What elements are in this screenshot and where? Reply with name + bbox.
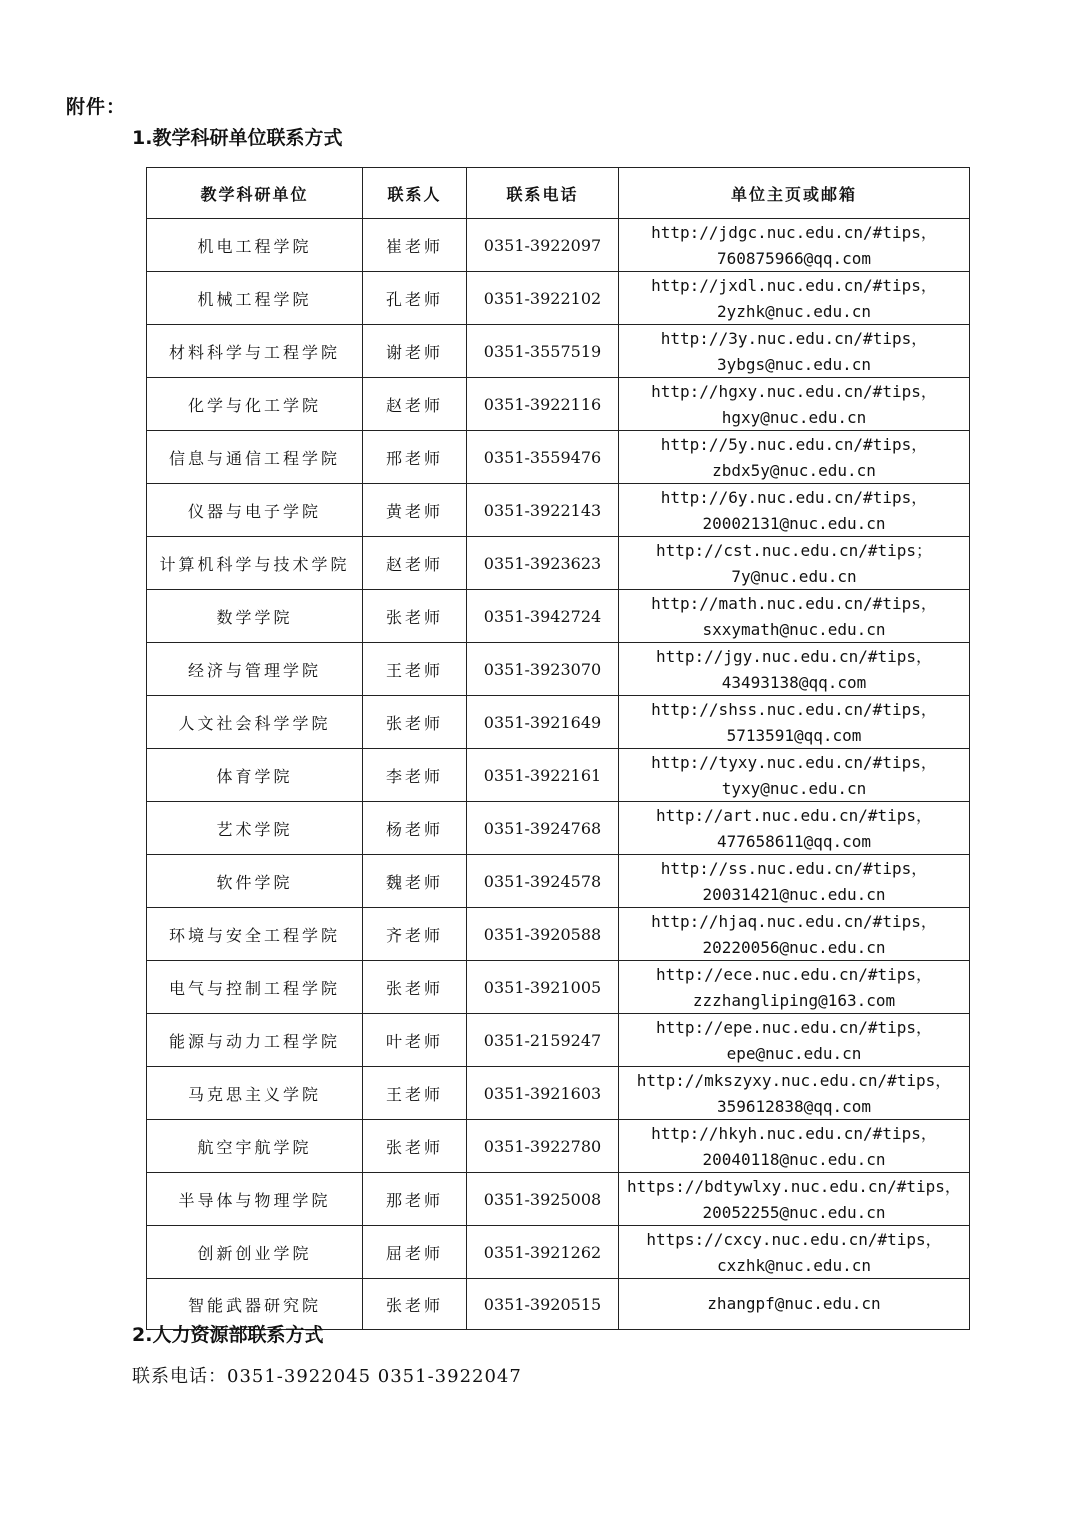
section2-title: 2.人力资源部联系方式 bbox=[132, 1324, 324, 1346]
table-row bbox=[147, 1173, 970, 1226]
contact-person: 杨老师 bbox=[363, 802, 467, 855]
email-address[interactable]: 477658611@qq.com bbox=[716, 832, 872, 851]
contact-person: 王老师 bbox=[363, 1067, 467, 1120]
phone-number: 0351-3922097 bbox=[467, 219, 619, 272]
email-address[interactable]: zzzhangliping@163.com bbox=[692, 991, 896, 1010]
unit-name: 智能武器研究院 bbox=[147, 1279, 363, 1330]
website-link[interactable]: https://cxcy.nuc.edu.cn/#tips， bbox=[646, 1230, 942, 1249]
website-email-cell bbox=[619, 1067, 970, 1120]
phone-number: 0351-3942724 bbox=[467, 590, 619, 643]
website-link[interactable]: http://hkyh.nuc.edu.cn/#tips， bbox=[651, 1124, 937, 1143]
email-address[interactable]: 43493138@qq.com bbox=[721, 673, 867, 692]
email-address[interactable]: 760875966@qq.com bbox=[716, 249, 872, 268]
email-address[interactable]: 20052255@nuc.edu.cn bbox=[702, 1203, 886, 1222]
attachment-label: 附件： bbox=[66, 96, 127, 118]
table-row bbox=[147, 325, 970, 378]
contact-person: 叶老师 bbox=[363, 1014, 467, 1067]
website-link[interactable]: http://5y.nuc.edu.cn/#tips， bbox=[660, 435, 928, 454]
contact-person: 李老师 bbox=[363, 749, 467, 802]
table-row bbox=[147, 643, 970, 696]
unit-name: 化学与化工学院 bbox=[147, 378, 363, 431]
header-website-email: 单位主页或邮箱 bbox=[619, 168, 970, 219]
contact-person: 张老师 bbox=[363, 590, 467, 643]
email-address[interactable]: 20031421@nuc.edu.cn bbox=[702, 885, 886, 904]
phone-number: 0351-3922102 bbox=[467, 272, 619, 325]
table-body bbox=[147, 219, 970, 1330]
section1-title: 1.教学科研单位联系方式 bbox=[132, 127, 343, 149]
unit-name: 环境与安全工程学院 bbox=[147, 908, 363, 961]
phone-number: 0351-3922143 bbox=[467, 484, 619, 537]
contact-person: 张老师 bbox=[363, 696, 467, 749]
website-link[interactable]: http://hjaq.nuc.edu.cn/#tips， bbox=[651, 912, 937, 931]
phone-number: 0351-3924578 bbox=[467, 855, 619, 908]
website-email-cell bbox=[619, 1226, 970, 1279]
unit-name: 数学学院 bbox=[147, 590, 363, 643]
phone-number: 0351-3922161 bbox=[467, 749, 619, 802]
contact-person: 张老师 bbox=[363, 1279, 467, 1330]
contact-person: 崔老师 bbox=[363, 219, 467, 272]
website-email-cell bbox=[619, 908, 970, 961]
unit-name: 材料科学与工程学院 bbox=[147, 325, 363, 378]
table-row bbox=[147, 272, 970, 325]
unit-name: 人文社会科学学院 bbox=[147, 696, 363, 749]
table-row bbox=[147, 484, 970, 537]
website-link[interactable]: http://ss.nuc.edu.cn/#tips， bbox=[660, 859, 928, 878]
contact-person: 孔老师 bbox=[363, 272, 467, 325]
email-address[interactable]: 359612838@qq.com bbox=[716, 1097, 872, 1116]
table-row bbox=[147, 1014, 970, 1067]
contact-person: 屈老师 bbox=[363, 1226, 467, 1279]
website-email-cell bbox=[619, 961, 970, 1014]
header-unit: 教学科研单位 bbox=[147, 168, 363, 219]
table-row bbox=[147, 1067, 970, 1120]
table-row bbox=[147, 378, 970, 431]
website-link[interactable]: http://epe.nuc.edu.cn/#tips， bbox=[655, 1018, 933, 1037]
table-row bbox=[147, 802, 970, 855]
contact-person: 邢老师 bbox=[363, 431, 467, 484]
website-email-cell bbox=[619, 431, 970, 484]
table-row bbox=[147, 749, 970, 802]
phone-number: 0351-3559476 bbox=[467, 431, 619, 484]
header-phone: 联系电话 bbox=[467, 168, 619, 219]
contact-person: 黄老师 bbox=[363, 484, 467, 537]
contact-person: 谢老师 bbox=[363, 325, 467, 378]
phone-number: 0351-3920588 bbox=[467, 908, 619, 961]
website-link[interactable]: http://tyxy.nuc.edu.cn/#tips， bbox=[651, 753, 937, 772]
unit-name: 软件学院 bbox=[147, 855, 363, 908]
website-link[interactable]: http://6y.nuc.edu.cn/#tips， bbox=[660, 488, 928, 507]
phone-number: 0351-3921262 bbox=[467, 1226, 619, 1279]
email-address[interactable]: sxxymath@nuc.edu.cn bbox=[702, 620, 886, 639]
phone-number: 0351-3920515 bbox=[467, 1279, 619, 1330]
website-email-cell bbox=[619, 855, 970, 908]
table-header-row bbox=[147, 168, 970, 219]
website-link[interactable]: http://jdgc.nuc.edu.cn/#tips， bbox=[651, 223, 937, 242]
email-address[interactable]: epe@nuc.edu.cn bbox=[726, 1044, 862, 1063]
website-link[interactable]: https://bdtywlxy.nuc.edu.cn/#tips， bbox=[627, 1177, 961, 1196]
contact-person: 张老师 bbox=[363, 961, 467, 1014]
contacts-table bbox=[146, 167, 970, 1330]
email-address[interactable]: hgxy@nuc.edu.cn bbox=[721, 408, 867, 427]
email-address[interactable]: 5713591@qq.com bbox=[726, 726, 862, 745]
website-email-cell bbox=[619, 590, 970, 643]
unit-name: 机械工程学院 bbox=[147, 272, 363, 325]
email-address[interactable]: cxzhk@nuc.edu.cn bbox=[716, 1256, 872, 1275]
contact-person: 那老师 bbox=[363, 1173, 467, 1226]
website-link[interactable]: http://hgxy.nuc.edu.cn/#tips， bbox=[651, 382, 937, 401]
contact-person: 赵老师 bbox=[363, 537, 467, 590]
phone-number: 0351-3925008 bbox=[467, 1173, 619, 1226]
email-address[interactable]: 20220056@nuc.edu.cn bbox=[702, 938, 886, 957]
hr-contact-line: 联系电话：0351-3922045 0351-3922047 bbox=[132, 1366, 522, 1387]
unit-name: 机电工程学院 bbox=[147, 219, 363, 272]
website-email-cell bbox=[619, 643, 970, 696]
website-email-cell bbox=[619, 219, 970, 272]
website-link[interactable]: http://mkszyxy.nuc.edu.cn/#tips， bbox=[636, 1071, 952, 1090]
website-link[interactable]: http://art.nuc.edu.cn/#tips， bbox=[655, 806, 933, 825]
table-row bbox=[147, 431, 970, 484]
website-email-cell bbox=[619, 696, 970, 749]
website-email-cell bbox=[619, 484, 970, 537]
contact-person: 王老师 bbox=[363, 643, 467, 696]
contact-person: 赵老师 bbox=[363, 378, 467, 431]
unit-name: 艺术学院 bbox=[147, 802, 363, 855]
phone-number: 0351-3923070 bbox=[467, 643, 619, 696]
phone-number: 0351-2159247 bbox=[467, 1014, 619, 1067]
website-link[interactable]: http://shss.nuc.edu.cn/#tips， bbox=[651, 700, 937, 719]
phone-number: 0351-3924768 bbox=[467, 802, 619, 855]
phone-number: 0351-3922780 bbox=[467, 1120, 619, 1173]
phone-number: 0351-3921603 bbox=[467, 1067, 619, 1120]
contact-person: 魏老师 bbox=[363, 855, 467, 908]
table-row bbox=[147, 219, 970, 272]
unit-name: 体育学院 bbox=[147, 749, 363, 802]
table-row bbox=[147, 696, 970, 749]
email-address[interactable]: 20002131@nuc.edu.cn bbox=[702, 514, 886, 533]
website-email-cell bbox=[619, 272, 970, 325]
unit-name: 马克思主义学院 bbox=[147, 1067, 363, 1120]
website-email-cell bbox=[619, 378, 970, 431]
header-contact: 联系人 bbox=[363, 168, 467, 219]
phone-number: 0351-3921649 bbox=[467, 696, 619, 749]
contact-person: 齐老师 bbox=[363, 908, 467, 961]
website-email-cell bbox=[619, 325, 970, 378]
phone-number: 0351-3557519 bbox=[467, 325, 619, 378]
website-email-cell bbox=[619, 802, 970, 855]
website-link[interactable]: http://cst.nuc.edu.cn/#tips； bbox=[655, 541, 933, 560]
table-row bbox=[147, 1120, 970, 1173]
website-email-cell bbox=[619, 749, 970, 802]
table-row bbox=[147, 908, 970, 961]
website-link[interactable]: http://jgy.nuc.edu.cn/#tips， bbox=[655, 647, 933, 666]
website-link[interactable]: http://3y.nuc.edu.cn/#tips， bbox=[660, 329, 928, 348]
email-address[interactable]: 2yzhk@nuc.edu.cn bbox=[716, 302, 872, 321]
table-row bbox=[147, 590, 970, 643]
website-link[interactable]: http://jxdl.nuc.edu.cn/#tips， bbox=[651, 276, 937, 295]
unit-name: 能源与动力工程学院 bbox=[147, 1014, 363, 1067]
website-email-cell bbox=[619, 1014, 970, 1067]
unit-name: 创新创业学院 bbox=[147, 1226, 363, 1279]
email-address[interactable]: zbdx5y@nuc.edu.cn bbox=[712, 461, 876, 480]
table-row bbox=[147, 1226, 970, 1279]
website-email-cell bbox=[619, 1120, 970, 1173]
table-row bbox=[147, 961, 970, 1014]
website-email-cell bbox=[619, 1173, 970, 1226]
website-email-cell bbox=[619, 537, 970, 590]
email-address[interactable]: zhangpf@nuc.edu.cn bbox=[707, 1294, 881, 1313]
website-link[interactable]: http://math.nuc.edu.cn/#tips， bbox=[651, 594, 937, 613]
unit-name: 仪器与电子学院 bbox=[147, 484, 363, 537]
table-row bbox=[147, 537, 970, 590]
email-address[interactable]: tyxy@nuc.edu.cn bbox=[721, 779, 867, 798]
unit-name: 经济与管理学院 bbox=[147, 643, 363, 696]
phone-number: 0351-3922116 bbox=[467, 378, 619, 431]
unit-name: 半导体与物理学院 bbox=[147, 1173, 363, 1226]
phone-number: 0351-3923623 bbox=[467, 537, 619, 590]
unit-name: 航空宇航学院 bbox=[147, 1120, 363, 1173]
unit-name: 计算机科学与技术学院 bbox=[147, 537, 363, 590]
website-link[interactable]: http://ece.nuc.edu.cn/#tips， bbox=[655, 965, 933, 984]
email-address[interactable]: 7y@nuc.edu.cn bbox=[731, 567, 857, 586]
phone-number: 0351-3921005 bbox=[467, 961, 619, 1014]
website-email-cell bbox=[619, 1279, 970, 1330]
email-address[interactable]: 3ybgs@nuc.edu.cn bbox=[716, 355, 872, 374]
unit-name: 信息与通信工程学院 bbox=[147, 431, 363, 484]
email-address[interactable]: 20040118@nuc.edu.cn bbox=[702, 1150, 886, 1169]
contact-person: 张老师 bbox=[363, 1120, 467, 1173]
unit-name: 电气与控制工程学院 bbox=[147, 961, 363, 1014]
table-row bbox=[147, 855, 970, 908]
